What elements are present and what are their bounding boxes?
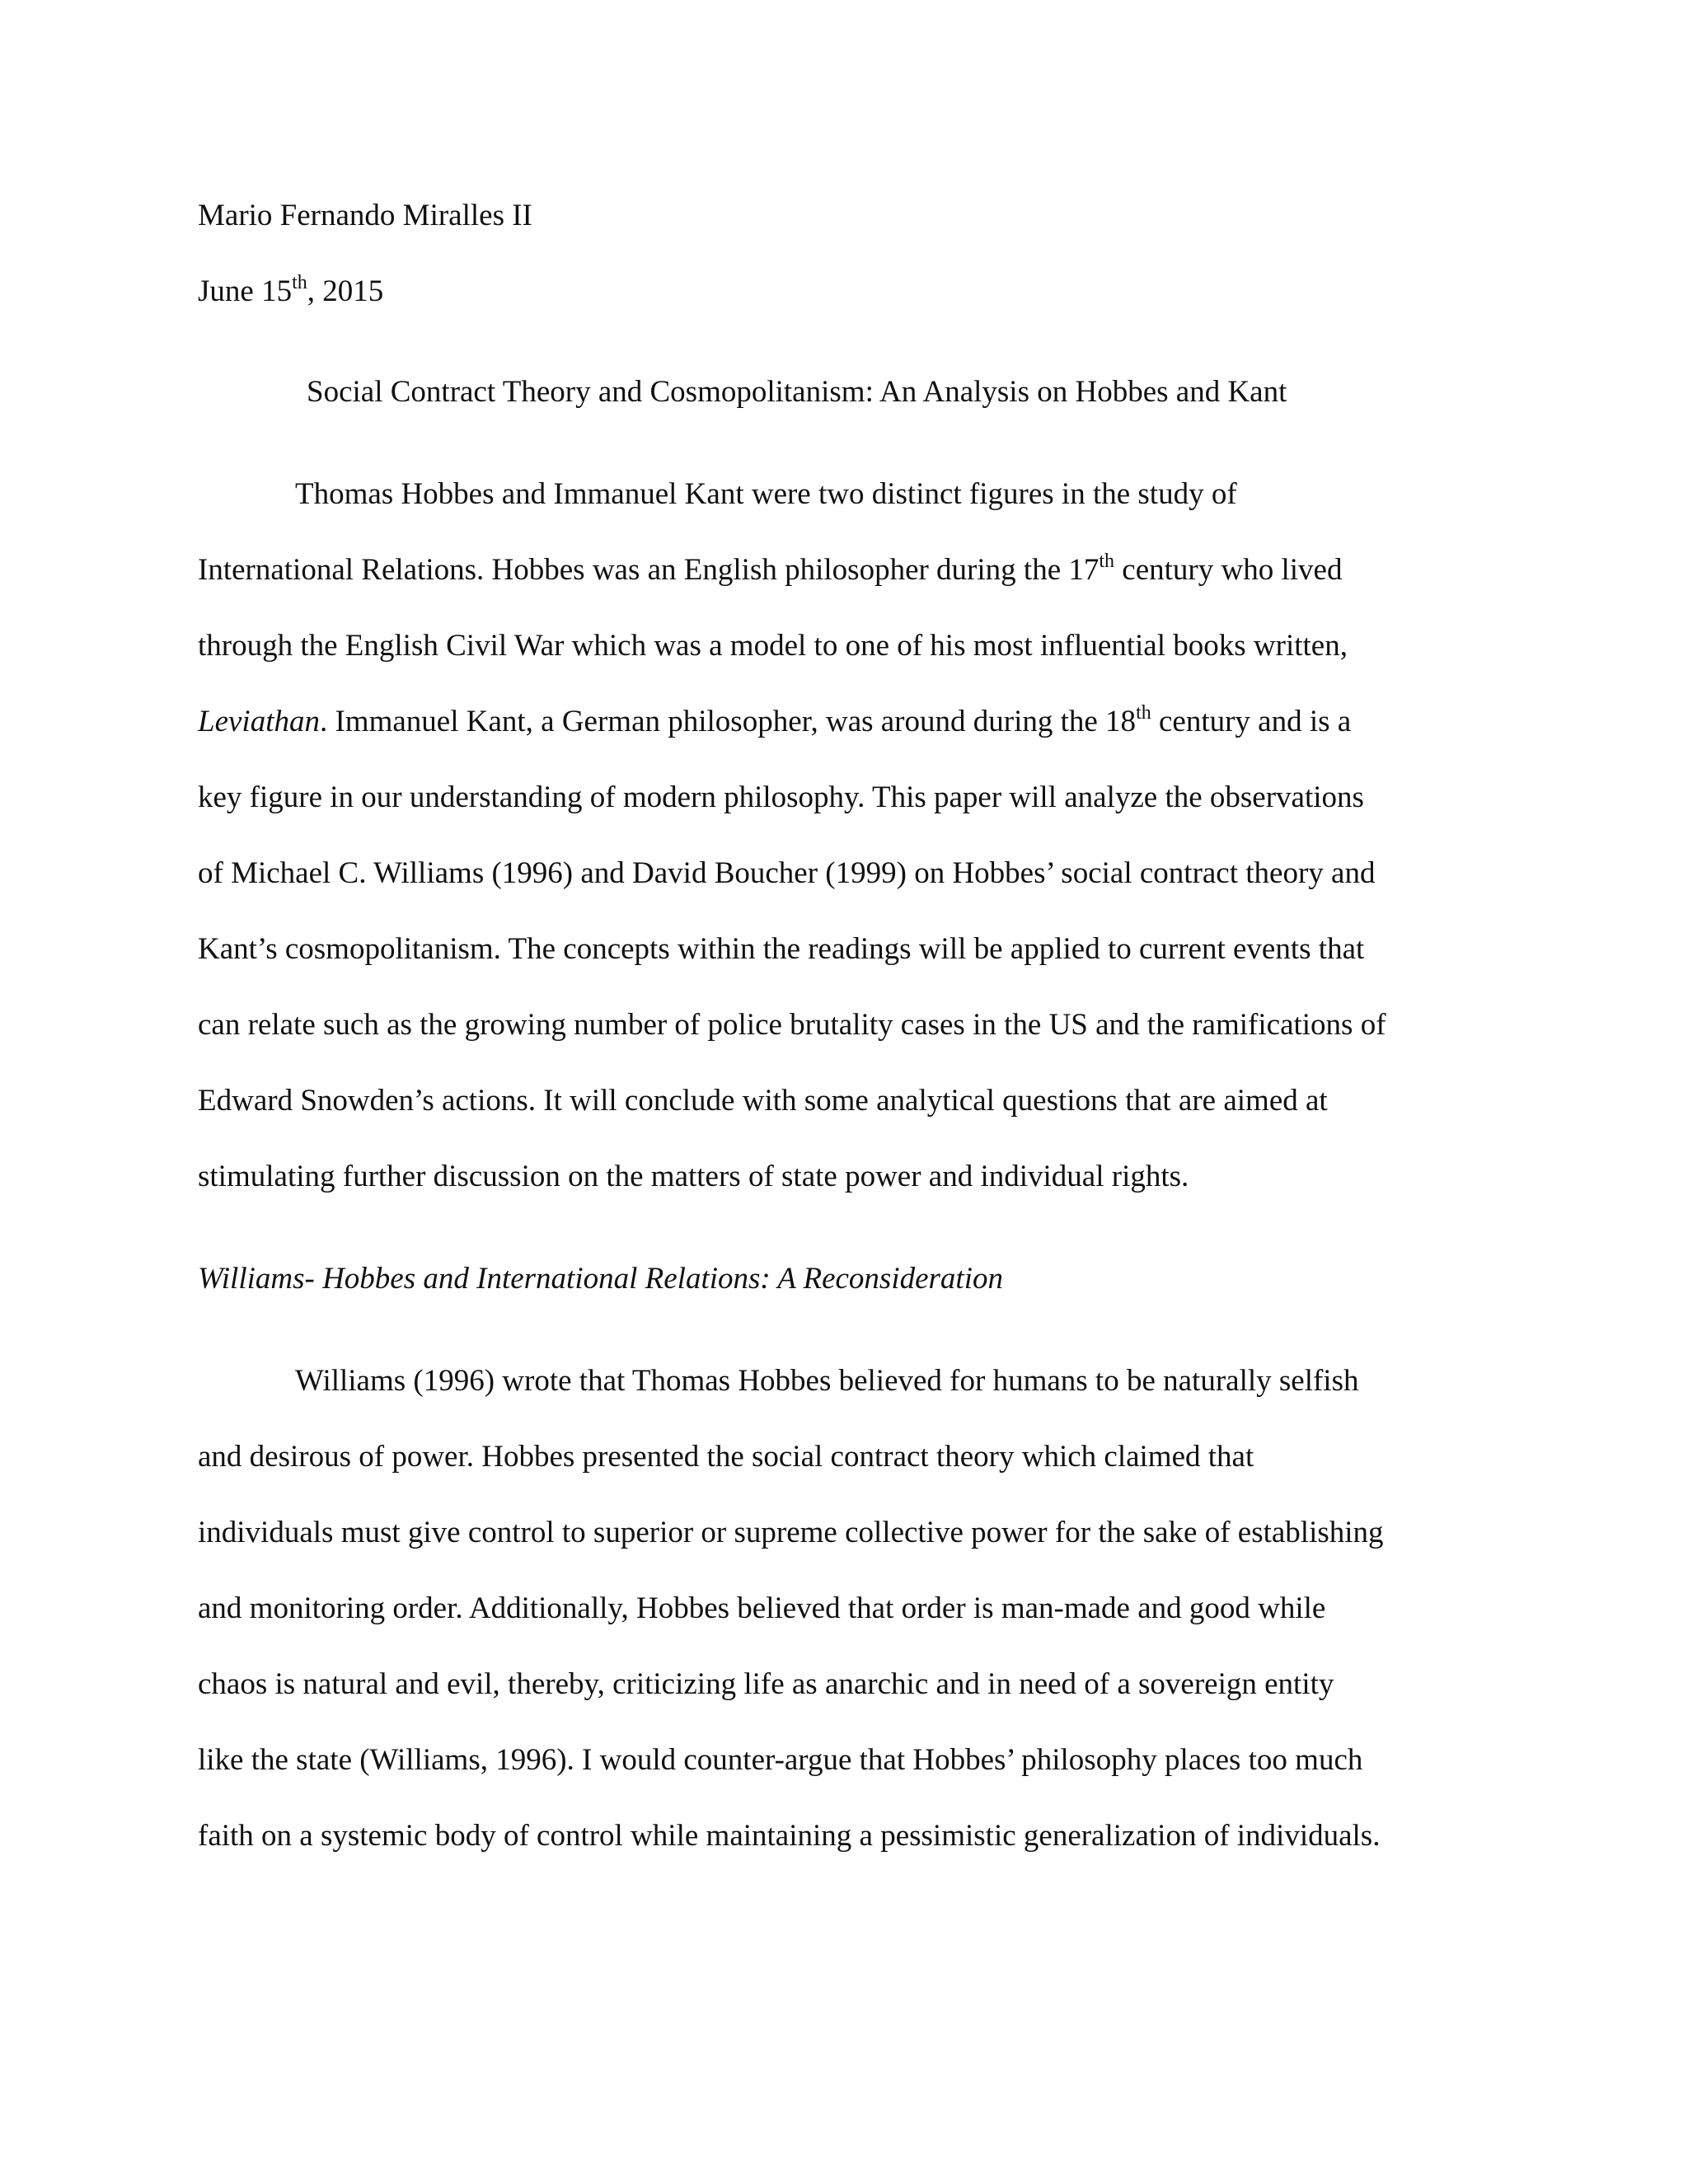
date-suffix: , 2015 bbox=[307, 274, 384, 308]
intro-line-5 bbox=[198, 778, 1364, 818]
section-text-6: like the state (Williams, 1996). I would counter-argue that Hobbes’ philosophy places too much bbox=[198, 1743, 1363, 1777]
section-heading bbox=[198, 1259, 1003, 1299]
intro-text-10: stimulating further discussion on the matters of state power and individual rights. bbox=[198, 1160, 1189, 1193]
section-text-3: individuals must give control to superior or supreme collective power for the sake of establishing bbox=[198, 1516, 1384, 1549]
intro-text-2b: century who lived bbox=[1114, 553, 1343, 587]
intro-line-8 bbox=[198, 1005, 1386, 1045]
section-line-4 bbox=[198, 1589, 1325, 1629]
intro-text-1: Thomas Hobbes and Immanuel Kant were two distinct figures in the study of bbox=[295, 477, 1237, 511]
intro-line-7 bbox=[198, 930, 1364, 969]
intro-superscript-18th: th bbox=[1136, 701, 1151, 724]
section-line-5 bbox=[198, 1665, 1334, 1704]
intro-line-4 bbox=[198, 702, 1351, 742]
section-line-7 bbox=[198, 1816, 1380, 1856]
intro-line-6 bbox=[198, 854, 1375, 893]
section-line-2 bbox=[198, 1437, 1254, 1477]
section-line-6 bbox=[198, 1741, 1362, 1780]
section-heading-text: Williams- Hobbes and International Relations: A Reconsideration bbox=[198, 1262, 1003, 1296]
section-text-2: and desirous of power. Hobbes presented the social contract theory which claimed that bbox=[198, 1440, 1254, 1474]
section-line-3 bbox=[198, 1513, 1384, 1553]
intro-line-10 bbox=[198, 1157, 1189, 1197]
section-text-7: faith on a systemic body of control while maintaining a pessimistic generalization of individuals. bbox=[198, 1819, 1381, 1853]
document-date bbox=[198, 272, 383, 312]
author-name bbox=[198, 196, 532, 236]
leviathan-title: Leviathan bbox=[198, 705, 320, 738]
date-prefix: June 15 bbox=[198, 274, 293, 308]
intro-text-5: key figure in our understanding of modern philosophy. This paper will analyze the observations bbox=[198, 780, 1364, 814]
intro-text-6: of Michael C. Williams (1996) and David Boucher (1999) on Hobbes’ social contract theory and bbox=[198, 856, 1376, 890]
intro-text-7: Kant’s cosmopolitanism. The concepts within the readings will be applied to current events that bbox=[198, 932, 1365, 966]
author-text: Mario Fernando Miralles II bbox=[198, 199, 532, 232]
intro-line-2 bbox=[198, 551, 1342, 590]
intro-text-4b: century and is a bbox=[1151, 705, 1352, 738]
title-text: Social Contract Theory and Cosmopolitanism: An Analysis on Hobbes and Kant bbox=[307, 375, 1287, 409]
intro-text-8: can relate such as the growing number of police brutality cases in the US and the ramifications of bbox=[198, 1008, 1386, 1042]
intro-superscript-17th: th bbox=[1099, 550, 1115, 572]
intro-line-9 bbox=[198, 1081, 1328, 1121]
date-superscript: th bbox=[292, 271, 307, 293]
intro-text-3: through the English Civil War which was a model to one of his most influential books written, bbox=[198, 629, 1348, 663]
intro-text-4a: . Immanuel Kant, a German philosopher, was around during the 18 bbox=[319, 705, 1137, 738]
section-text-1: Williams (1996) wrote that Thomas Hobbes believed for humans to be naturally selfish bbox=[295, 1364, 1359, 1398]
section-text-4: and monitoring order. Additionally, Hobbes believed that order is man-made and good while bbox=[198, 1591, 1326, 1625]
intro-line-1 bbox=[295, 475, 1237, 514]
intro-line-3 bbox=[198, 626, 1348, 666]
document-title bbox=[307, 373, 1287, 412]
intro-text-2a: International Relations. Hobbes was an English philosopher during the 17 bbox=[198, 553, 1100, 587]
section-text-5: chaos is natural and evil, thereby, criticizing life as anarchic and in need of a sovereign entity bbox=[198, 1667, 1334, 1701]
section-line-1 bbox=[295, 1361, 1358, 1401]
intro-text-9: Edward Snowden’s actions. It will conclude with some analytical questions that are aimed at bbox=[198, 1084, 1328, 1118]
